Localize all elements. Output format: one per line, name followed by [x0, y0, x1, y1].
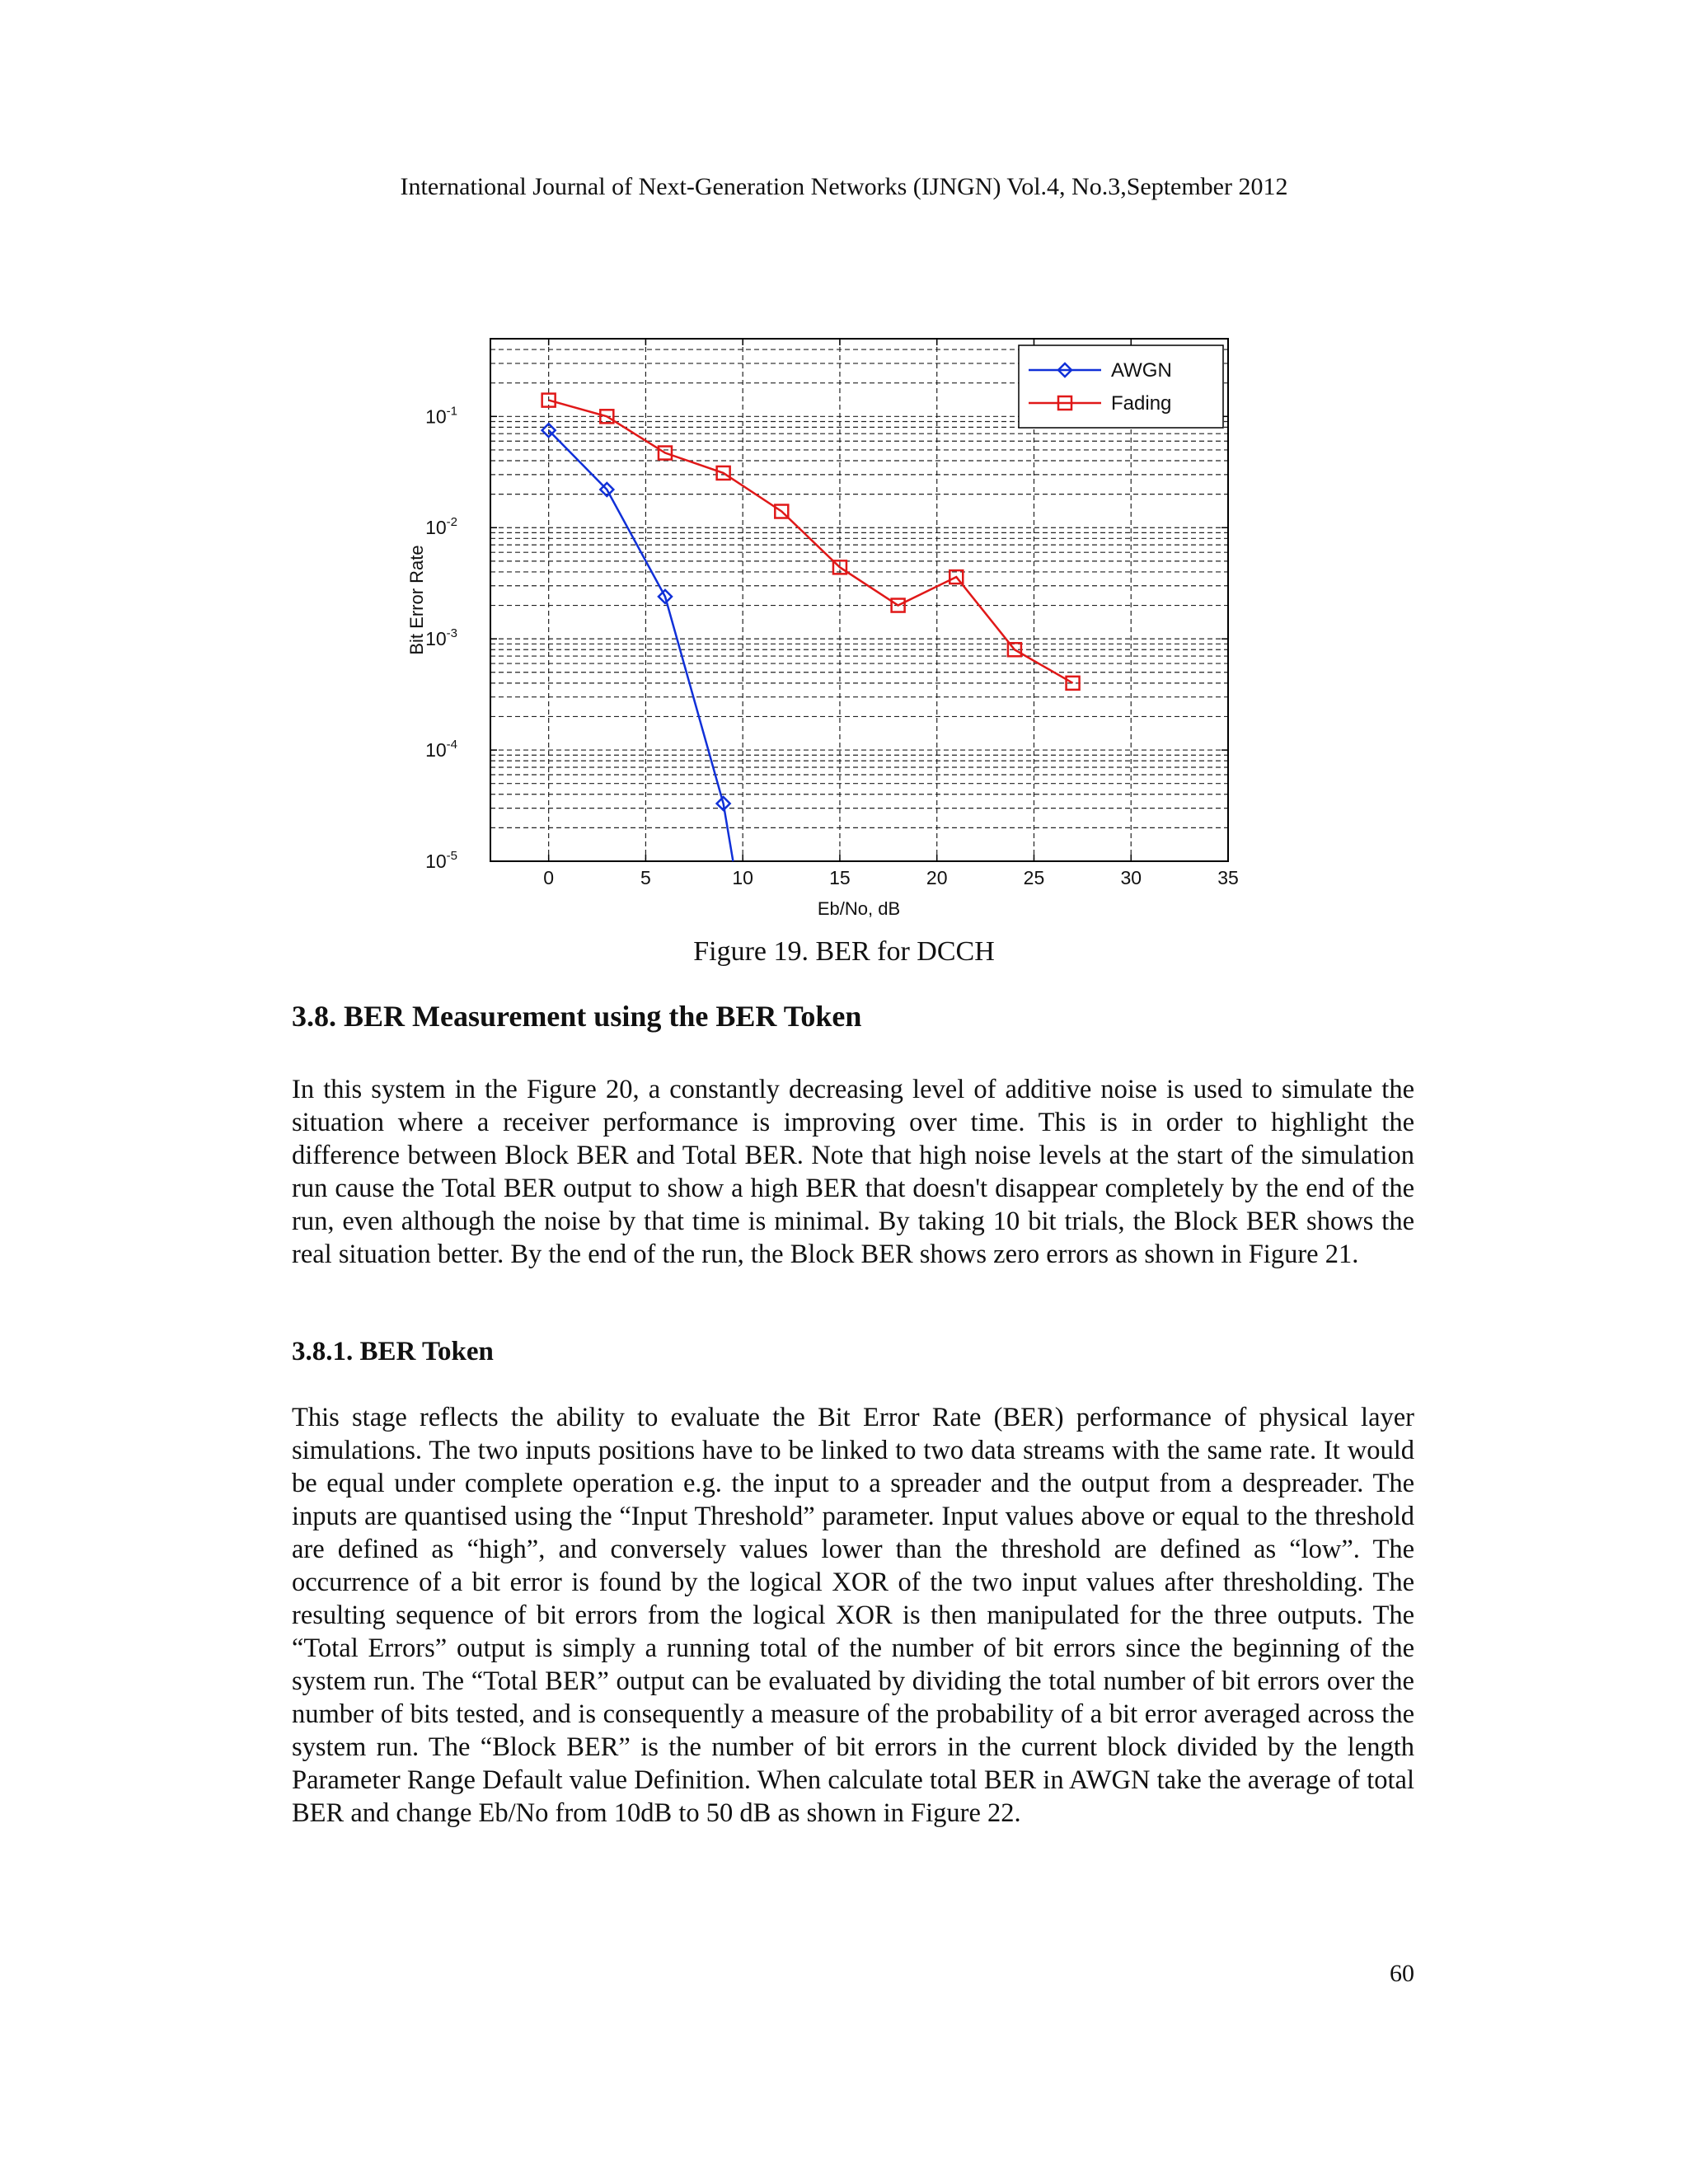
x-tick-label: 35	[1217, 867, 1239, 888]
y-tick-label: $10^{-1}$	[425, 404, 457, 428]
section-heading: 3.8. BER Measurement using the BER Token	[292, 1000, 862, 1033]
subsection-heading: 3.8.1. BER Token	[292, 1337, 494, 1366]
legend-label-awgn: AWGN	[1111, 359, 1172, 382]
y-tick-label: $10^{-5}$	[425, 849, 457, 872]
series-line-awgn	[549, 430, 734, 861]
y-tick-label: $10^{-2}$	[425, 515, 457, 539]
chart-legend	[1019, 345, 1223, 428]
series-line-fading	[549, 401, 1073, 683]
ber-chart	[396, 326, 1269, 927]
x-tick-label: 20	[926, 867, 948, 888]
y-tick-label: $10^{-4}$	[425, 738, 457, 762]
y-axis-label: Bit Error Rate	[406, 545, 427, 655]
series-lines	[542, 394, 1080, 861]
x-tick-label: 10	[732, 867, 753, 888]
ber-figure	[396, 326, 1269, 927]
x-axis-label: Eb/No, dB	[817, 898, 901, 919]
x-tick-label: 30	[1120, 867, 1142, 888]
x-tick-label: 0	[543, 867, 555, 888]
x-tick-label: 25	[1023, 867, 1045, 888]
legend-label-fading: Fading	[1111, 392, 1172, 415]
subsection-paragraph: This stage reflects the ability to evaluate the Bit Error Rate (BER) performance of physical layer simulations. The two inputs positions have to be linked to two data streams with the same rate. It would be equal under complete operation e.g. the input to a spreader and the output from a despreader. The inputs are quantised using the “Input Threshold” parameter. Input values above or equal to the threshold are defined as “high”, and conversely values lower than the threshold are defined as “low”. The occurrence of a bit error is found by the logical XOR of the two input values after thresholding. The resulting sequence of bit errors from the logical XOR is then manipulated for the three outputs. The “Total Errors” output is simply a running total of the number of bit errors since the beginning of the system run. The “Total BER” output can be evaluated by dividing the total number of bit errors over the number of bits tested, and is consequently a measure of the probability of a bit error averaged across the system run. The “Block BER” is the number of bit errors in the current block divided by the length Parameter Range Default value Definition. When calculate total BER in AWGN take the average of total BER and change Eb/No from 10dB to 50 dB as shown in Figure 22.	[292, 1403, 1414, 1828]
figure-caption: Figure 19. BER for DCCH	[693, 936, 995, 967]
page-number: 60	[1390, 1960, 1414, 1987]
section-paragraph: In this system in the Figure 20, a constantly decreasing level of additive noise is used to simulate the situation where a receiver performance is improving over time. This is in order to highlight the difference between Block BER and Total BER. Note that high noise levels at the start of the simulation run cause the Total BER output to show a high BER that doesn't disappear completely by the end of the run, even although the noise by that time is minimal. By taking 10 bit trials, the Block BER shows the real situation better. By the end of the run, the Block BER shows zero errors as shown in Figure 21.	[292, 1075, 1414, 1269]
x-tick-label: 5	[640, 867, 651, 888]
legend-box	[1019, 345, 1223, 428]
journal-header: International Journal of Next-Generation Networks (IJNGN) Vol.4, No.3,September 2012	[400, 173, 1288, 200]
y-tick-label: $10^{-3}$	[425, 626, 457, 650]
x-tick-label: 15	[829, 867, 851, 888]
